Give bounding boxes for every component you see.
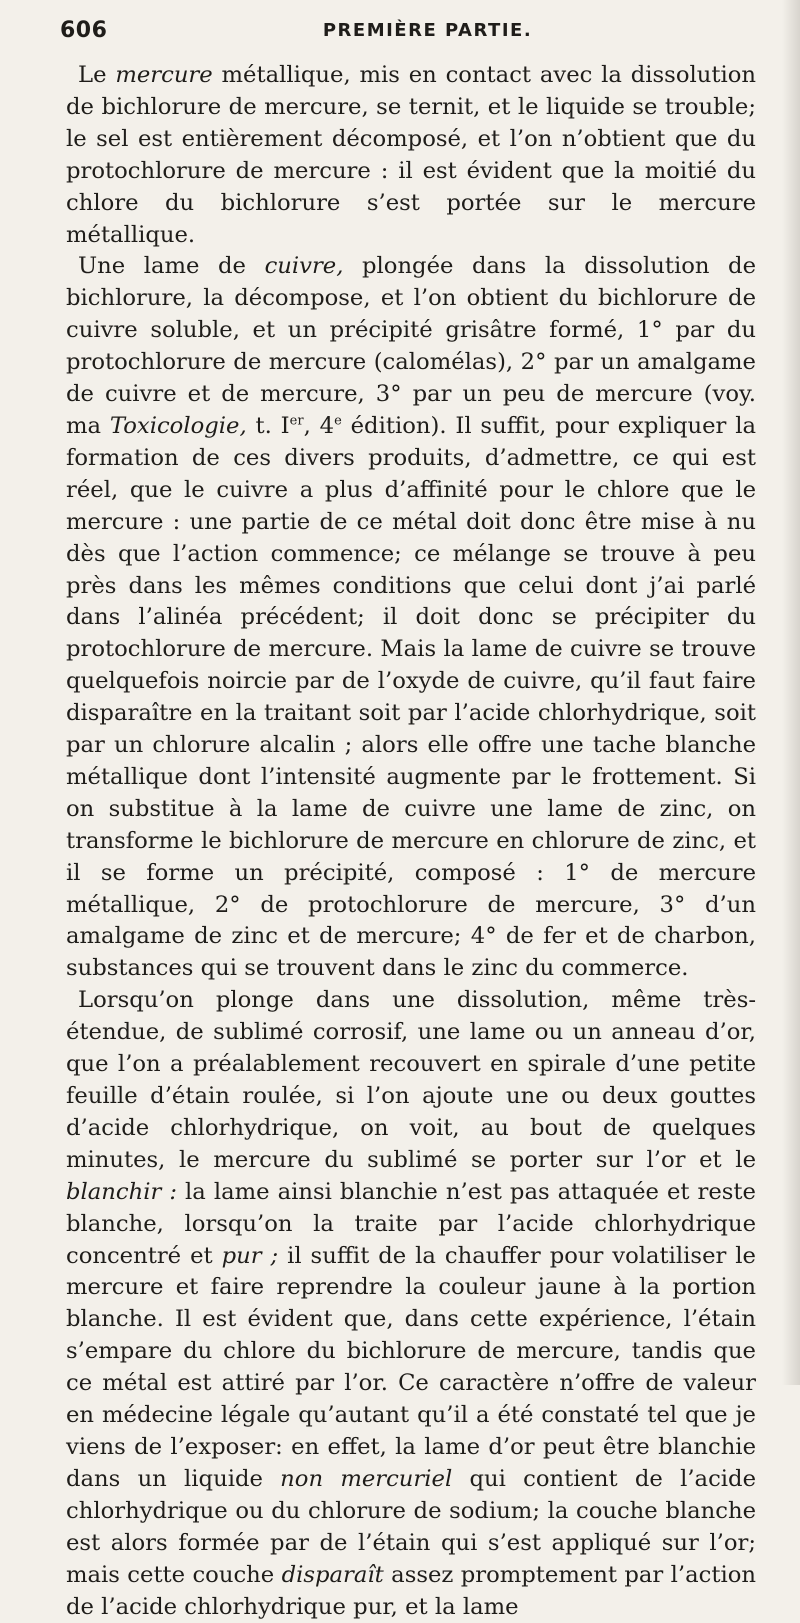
superscript-text: er [289, 413, 304, 429]
superscript-text: e [334, 413, 342, 429]
italic-text: pur ; [221, 1242, 279, 1269]
paragraph [66, 985, 756, 1623]
text-run: , 4 [303, 412, 335, 439]
italic-text: mercure [115, 62, 213, 88]
page-number: 606 [60, 18, 108, 43]
italic-text: blanchir : [66, 1178, 178, 1205]
text-run: plongée dans la dissolution de bichlorure, la décompose, et l’on obtient du bichlorure de cuivre soluble, et un précipité grisâtre formé, 1° par du protochlorure de mercure (calomélas), 2° par un amalgame de cuivre et de mercure, 3° par un peu de mercure (voy. ma [66, 253, 756, 439]
text-run: assez promptement par l’action de l’acide chlorhydrique pur, et la lame [66, 1561, 756, 1620]
italic-text: disparaît [281, 1561, 384, 1588]
text-run: Lorsqu’on plonge dans une dissolution, même très-étendue, de sublimé corrosif, une lame ou un anneau d’or, que l’on a préalablement recouvert en spirale d’une petite feuille d’étain roulée, si l’on ajoute une ou deux gouttes d’acide chlorhydrique, on voit, au bout de quelques minutes, le mercure du sublimé se porter sur l’or et le [66, 987, 756, 1173]
text-run: métallique, mis en contact avec la dissolution de bichlorure de mercure, se ternit, et le liquide se trouble; le sel est entièrement décomposé, et l’on n’obtient que du protochlorure de mercure : il est évident que la moitié du chlore du bichlorure s’est portée sur le mercure métallique. [66, 62, 756, 248]
italic-text: Toxicologie, [109, 412, 247, 439]
italic-text: non mercuriel [280, 1465, 453, 1492]
page-header [60, 8, 755, 52]
page-edge-shadow [782, 0, 800, 1385]
text-run: édition). Il suffit, pour expliquer la formation de ces divers produits, d’admettre, ce qui est réel, que le cuivre a plus d’affinité pour le chlore que le mercure : une partie de ce métal doit donc être mise à nu dès que l’action commence; ce mélange se trouve à peu près dans les mêmes conditions que celui dont j’ai parlé dans l’alinéa précédent; il doit donc se précipiter du protochlorure de mercure. Mais la lame de cuivre se trouve quelquefois noircie par de l’oxyde de cuivre, qu’il faut faire disparaître en la traitant soit par l’acide chlorhydrique, soit par un chlorure alcalin ; alors elle offre une tache blanche métallique dont l’intensité augmente par le frottement. Si on substitue à la lame de cuivre une lame de zinc, on transforme le bichlorure de mercure en chlorure de zinc, et il se forme un précipité, composé : 1° de mercure métallique, 2° de protochlorure de mercure, 3° d’un amalgame de zinc et de mercure; 4° de fer et de charbon, substances qui se trouvent dans le zinc du commerce. [66, 412, 757, 982]
paragraph [66, 251, 756, 985]
paragraph [66, 60, 756, 251]
running-head: PREMIÈRE PARTIE. [322, 20, 533, 41]
text-run: la lame ainsi blanchie n’est pas attaquée et reste blanche, lorsqu’on la traite par l’acide chlorhydrique concentré et [66, 1178, 756, 1269]
italic-text: cuivre, [264, 253, 344, 280]
text-run: il suffit de la chauffer pour volatiliser le mercure et faire reprendre la couleur jaune à la portion blanche. Il est évident que, dans cette expérience, l’étain s’empare du chlore du bichlorure de mercure, tandis que ce métal est attiré par l’or. Ce caractère n’offre de valeur en médecine légale qu’autant qu’il a été constaté tel que je viens de l’exposer: en effet, la lame d’or peut être blanchie dans un liquide [66, 1242, 756, 1492]
text-run: t. I [246, 412, 290, 439]
text-run: Le [78, 62, 116, 88]
body-text [66, 60, 757, 1620]
text-run: Une lame de [78, 253, 265, 280]
text-run: qui contient de l’acide chlorhydrique ou du chlorure de sodium; la couche blanche est alors formée par de l’étain qui s’est appliqué sur l’or; mais cette couche [66, 1465, 756, 1588]
